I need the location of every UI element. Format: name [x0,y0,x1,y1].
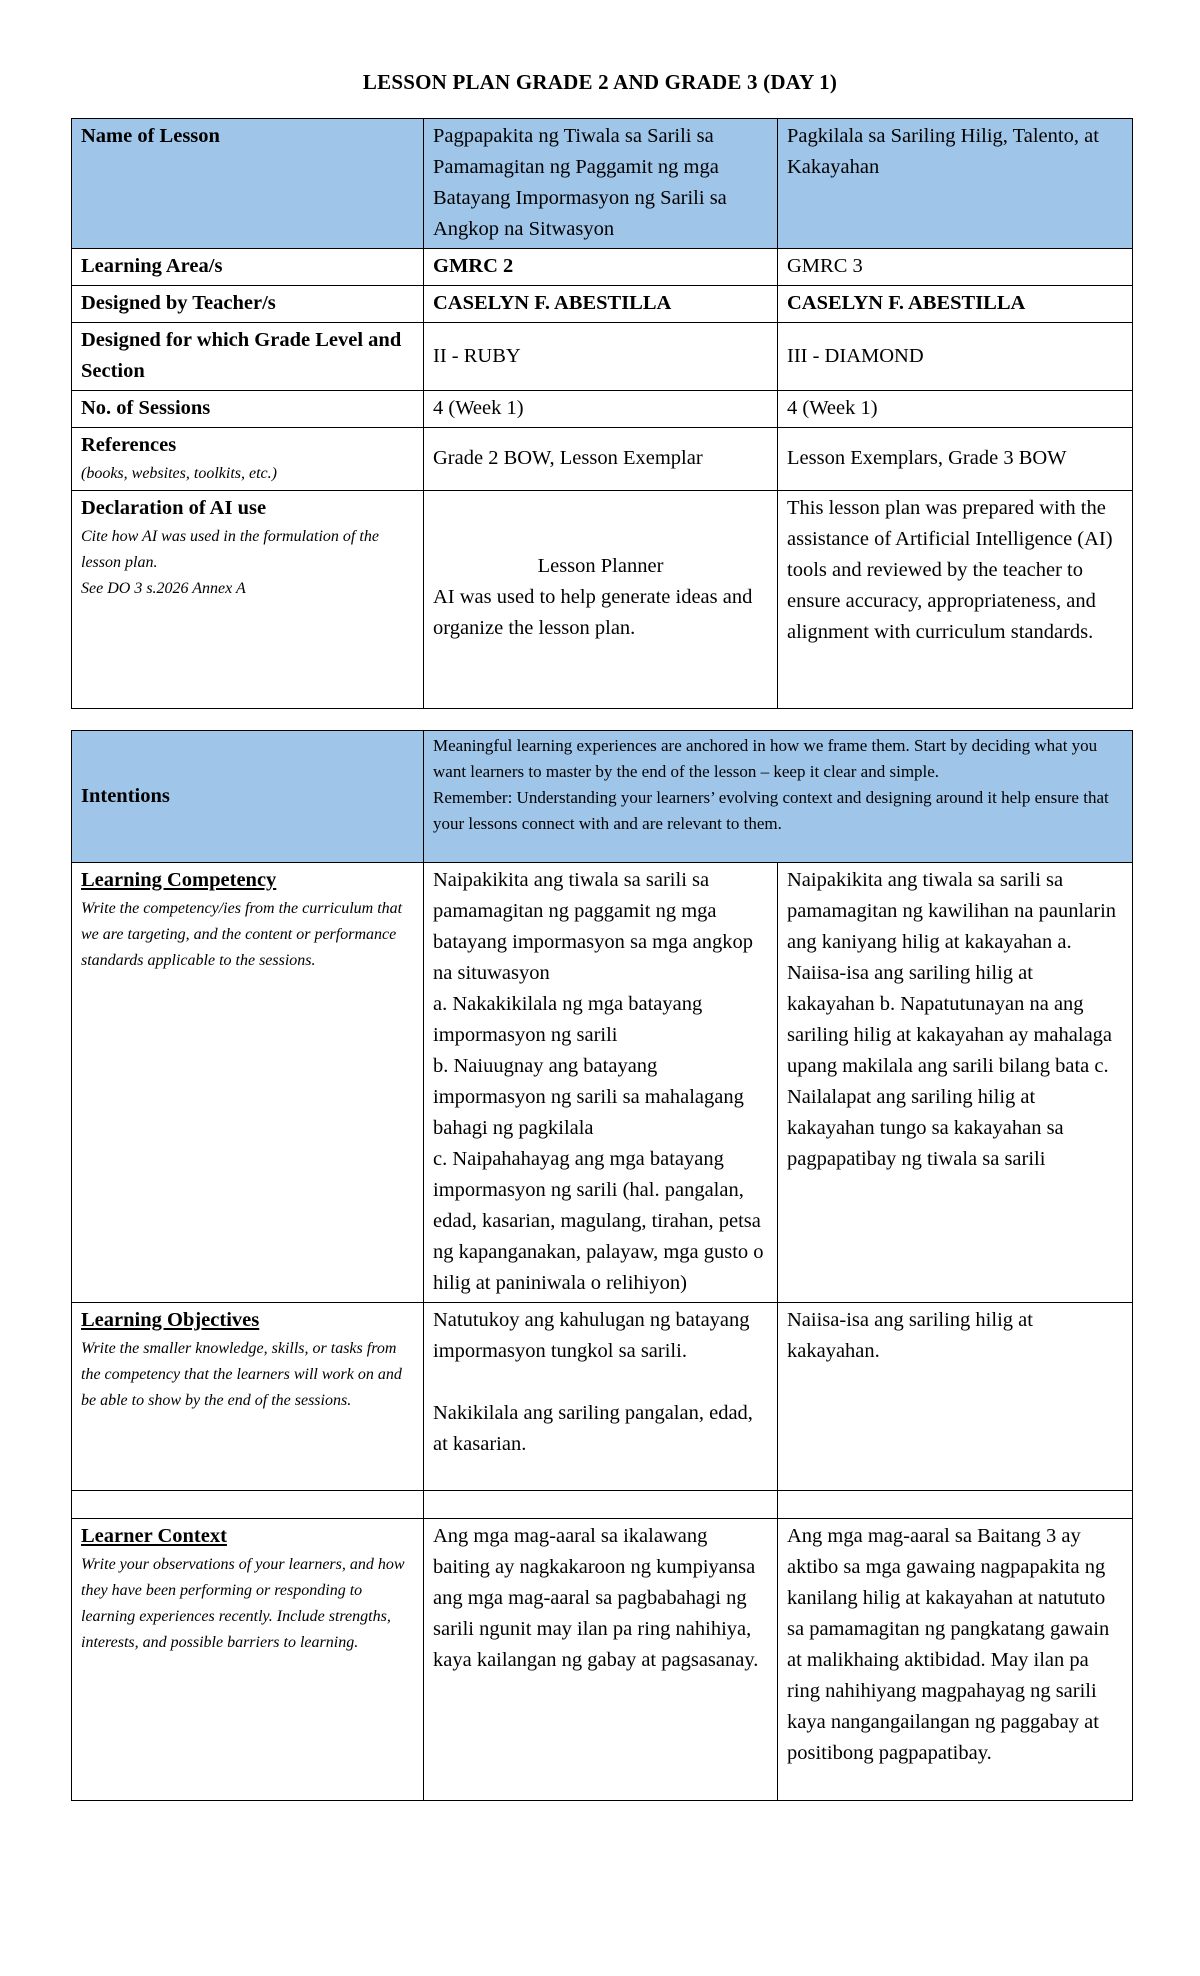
ai-use-g2: AI was used to help generate ideas and organize the lesson plan. [433,586,753,639]
grade-level-g2: II - RUBY [424,323,778,391]
context-label: Learner Context [81,1525,227,1547]
grade-level-g3: III - DIAMOND [778,323,1133,391]
ai-use-label: Declaration of AI use [81,497,267,519]
references-label-cell [72,428,424,491]
context-g3: Ang mga mag-aaral sa Baitang 3 ay aktibo sa mga gawaing nagpapakita ng kanilang hilig at kakayahan at natututo sa pamamagitan ng pangkatang gawain at malikhaing aktibidad. May ilan pa ring nahihiyang magpahayag ng sarili kaya nangangailangan ng paggabay at positibong pagpapatibay. [778,1519,1133,1801]
context-label-cell [72,1519,424,1801]
table-row [72,1519,1133,1801]
ai-use-g2-title: Lesson Planner [537,555,664,577]
ai-use-g2-cell [424,491,778,709]
learning-area-g2: GMRC 2 [424,249,778,286]
context-g2: Ang mga mag-aaral sa ikalawang baiting ay nagkakaroon ng kumpiyansa ang mga mag-aaral sa pagbabahagi ng sarili ngunit may ilan pa ring nahihiya, kaya kailangan ng gabay at pagsasanay. [424,1519,778,1801]
grade-level-label: Designed for which Grade Level and Section [72,323,424,391]
table-row [72,491,1133,709]
designed-by-label: Designed by Teacher/s [72,286,424,323]
name-of-lesson-g3: Pagkilala sa Sariling Hilig, Talento, at Kakayahan [778,119,1133,249]
table-row [72,391,1133,428]
ai-use-sub2: See DO 3 s.2026 Annex A [81,580,246,597]
table-row [72,249,1133,286]
name-of-lesson-label: Name of Lesson [72,119,424,249]
objectives-label: Learning Objectives [81,1309,260,1331]
lesson-info-table [71,118,1133,709]
intentions-table [71,730,1133,1801]
competency-sub: Write the competency/ies from the curriculum that we are targeting, and the content or performance standards applicable to the sessions. [81,900,403,969]
learning-area-label: Learning Area/s [72,249,424,286]
learning-area-g3: GMRC 3 [778,249,1133,286]
competency-g2-a: a. Nakakikilala ng mga batayang impormasyon ng sarili [433,993,703,1046]
name-of-lesson-g2: Pagpapakita ng Tiwala sa Sarili sa Pamamagitan ng Paggamit ng mga Batayang Impormasyon ng Sarili sa Angkop na Sitwasyon [424,119,778,249]
intentions-note2: Remember: Understanding your learners’ evolving context and designing around it help ensure that your lessons connect with and are relevant to them. [433,788,1109,833]
page-title: LESSON PLAN GRADE 2 AND GRADE 3 (DAY 1) [362,70,838,94]
objectives-g2-2: Nakikilala ang sariling pangalan, edad, at kasarian. [433,1402,753,1455]
competency-label-cell [72,863,424,1303]
competency-g2-c: c. Naipahahayag ang mga batayang impormasyon ng sarili (hal. pangalan, edad, kasarian, magulang, tirahan, petsa ng kapanganakan, palayaw, mga gusto o hilig at paniniwala o relihiyon) [433,1148,764,1294]
sessions-g2: 4 (Week 1) [424,391,778,428]
sessions-g3: 4 (Week 1) [778,391,1133,428]
competency-g3: Naipakikita ang tiwala sa sarili sa pamamagitan ng kawilihan na paunlarin ang kaniyang hilig at kakayahan a. Naiisa-isa ang sariling hilig at kakayahan b. Napatutunayan na ang sariling hilig at kakayahan ay mahalaga upang makilala ang sarili bilang bata c. Nailalapat ang sariling hilig at kakayahan tungo sa kakayahan sa pagpapatibay ng tiwala sa sarili [778,863,1133,1303]
intentions-label: Intentions [72,731,424,863]
intentions-note-cell [424,731,1133,863]
references-sub: (books, websites, toolkits, etc.) [81,465,277,482]
table-row [72,1491,1133,1519]
designed-by-g3: CASELYN F. ABESTILLA [778,286,1133,323]
table-row [72,731,1133,863]
competency-label: Learning Competency [81,869,277,891]
table-row [72,323,1133,391]
designed-by-g2: CASELYN F. ABESTILLA [424,286,778,323]
sessions-label: No. of Sessions [72,391,424,428]
table-row [72,1303,1133,1491]
references-label: References [81,434,177,456]
intentions-note1: Meaningful learning experiences are anchored in how we frame them. Start by deciding what you want learners to master by the end of the lesson – keep it clear and simple. [433,736,1098,781]
table-row [72,428,1133,491]
ai-use-label-cell [72,491,424,709]
empty-cell [72,1491,424,1519]
references-g2: Grade 2 BOW, Lesson Exemplar [424,428,778,491]
objectives-g2-1: Natutukoy ang kahulugan ng batayang impormasyon tungkol sa sarili. [433,1309,750,1362]
references-g3: Lesson Exemplars, Grade 3 BOW [778,428,1133,491]
competency-g2-cell [424,863,778,1303]
objectives-label-cell [72,1303,424,1491]
context-sub: Write your observations of your learners, and how they have been performing or responding to learning experiences recently. Include strengths, interests, and possible barriers to learning. [81,1556,405,1651]
table-row [72,119,1133,249]
table-row [72,286,1133,323]
competency-g2-main: Naipakikita ang tiwala sa sarili sa pamamagitan ng paggamit ng mga batayang impormasyon sa mga angkop na situwasyon [433,869,753,984]
table-row [72,863,1133,1303]
objectives-sub: Write the smaller knowledge, skills, or tasks from the competency that the learners will work on and be able to show by the end of the sessions. [81,1340,402,1409]
empty-cell [778,1491,1133,1519]
objectives-g2-cell [424,1303,778,1491]
competency-g2-b: b. Naiuugnay ang batayang impormasyon ng sarili sa mahalagang bahagi ng pagkilala [433,1055,744,1139]
empty-cell [424,1491,778,1519]
ai-use-g3: This lesson plan was prepared with the assistance of Artificial Intelligence (AI) tools and reviewed by the teacher to ensure accuracy, appropriateness, and alignment with curriculum standards. [778,491,1133,709]
ai-use-sub1: Cite how AI was used in the formulation of the lesson plan. [81,528,379,571]
objectives-g3: Naiisa-isa ang sariling hilig at kakayahan. [778,1303,1133,1491]
